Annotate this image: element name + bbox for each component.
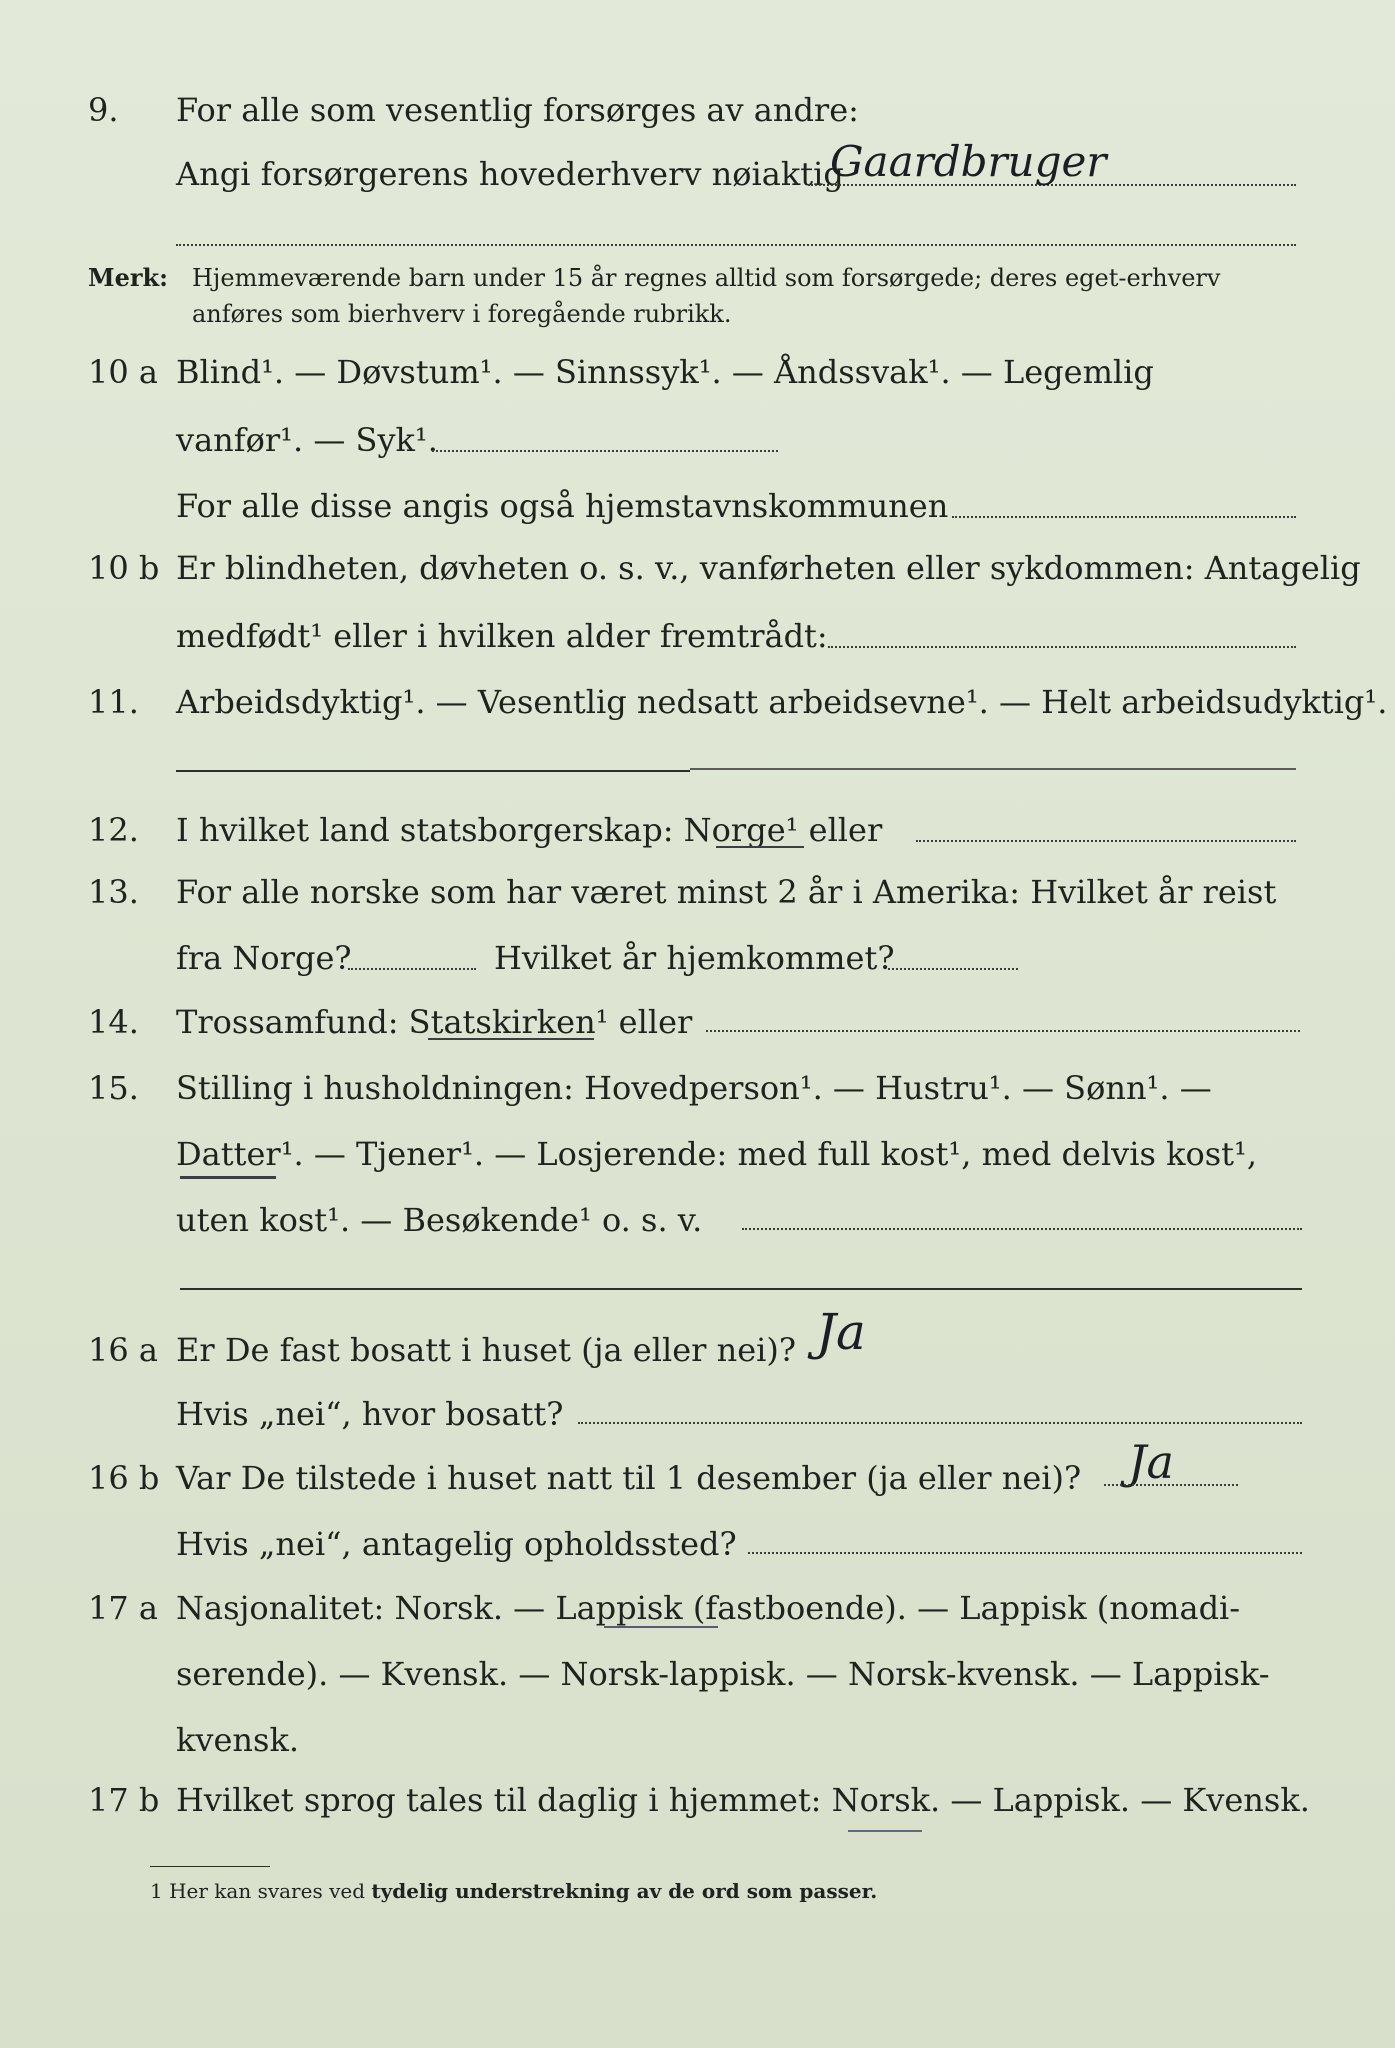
q16a-answer-dots (578, 1422, 1302, 1424)
q16b-text-1: Var De tilstede i huset natt til 1 desember (ja eller nei)? (176, 1459, 1082, 1497)
q17a-text-3: kvensk. (176, 1721, 299, 1759)
q10b-text-2: medfødt¹ eller i hvilken alder fremtrådt: (176, 617, 828, 655)
q17b-number: 17 b (88, 1781, 160, 1819)
q13-text-2b: Hvilket år hjemkommet? (494, 939, 895, 977)
q9-line2 (0, 148, 1395, 200)
q16a-number: 16 a (88, 1331, 158, 1369)
q10a-line1 (0, 346, 1395, 398)
q16b-line2 (0, 1518, 1395, 1570)
q16b-answer-dots (1104, 1484, 1238, 1486)
q13-number: 13. (88, 873, 139, 911)
q12-answer-dots (916, 840, 1296, 842)
q11-line1 (0, 676, 1395, 728)
q13-line2 (0, 932, 1395, 984)
q15-text-2: Datter¹. — Tjener¹. — Losjerende: med full kost¹, med delvis kost¹, (176, 1135, 1258, 1173)
footnote-mark: 1 (150, 1879, 163, 1903)
q15-rule (180, 1288, 1302, 1290)
q15-line2 (0, 1128, 1395, 1180)
q17a-line2 (0, 1648, 1395, 1700)
q12-line1 (0, 804, 1395, 856)
footnote-rule (150, 1866, 270, 1867)
merk-line2 (0, 298, 1395, 330)
q17a-line3 (0, 1714, 1395, 1766)
q11-number: 11. (88, 683, 139, 721)
q16a-handwritten-answer: Ja (816, 1303, 866, 1361)
merk-line1 (0, 262, 1395, 294)
q15-number: 15. (88, 1069, 139, 1107)
merk-label: Merk: (88, 263, 168, 292)
q11-text-1: Arbeidsdyktig¹. — Vesentlig nedsatt arbeidsevne¹. — Helt arbeidsudyktig¹. (176, 683, 1388, 721)
q10a-line3 (0, 480, 1395, 532)
q9-number: 9. (88, 91, 119, 129)
q13-hjemkommet-dots (888, 968, 1018, 970)
footnote-text-b: tydelig understrekning av de ord som passer. (371, 1879, 878, 1903)
q17b-norsk-underline (848, 1830, 922, 1832)
q10b-answer-dots (828, 646, 1296, 648)
q10b-line2 (0, 610, 1395, 662)
q12-text-1: I hvilket land statsborgerskap: Norge¹ eller (176, 811, 883, 849)
q16a-line2 (0, 1388, 1395, 1440)
merk-text-1: Hjemmeværende barn under 15 år regnes alltid som forsørgede; deres eget-erhverv (192, 264, 1221, 292)
q13-text-1: For alle norske som har været minst 2 år i Amerika: Hvilket år reist (176, 873, 1277, 911)
q13-reist-dots (348, 968, 476, 970)
q17a-number: 17 a (88, 1589, 158, 1627)
q9-line1 (0, 84, 1395, 136)
q13-text-2a: fra Norge? (176, 939, 352, 977)
q14-statskirken-underline (428, 1038, 594, 1040)
q10b-number: 10 b (88, 549, 160, 587)
q15-line1 (0, 1062, 1395, 1114)
q10a-line2 (0, 414, 1395, 466)
q10a-text-2: vanfør¹. — Syk¹. (176, 421, 438, 459)
merk-text-2: anføres som bierhverv i foregående rubrikk. (192, 300, 732, 328)
q13-line1 (0, 866, 1395, 918)
q10a-text-3: For alle disse angis også hjemstavnskommunen (176, 487, 949, 525)
q17b-text-1: Hvilket sprog tales til daglig i hjemmet: Norsk. — Lappisk. — Kvensk. (176, 1781, 1310, 1819)
q15-text-3: uten kost¹. — Besøkende¹ o. s. v. (176, 1201, 703, 1239)
q17a-text-2: serende). — Kvensk. — Norsk-lappisk. — Norsk-kvensk. — Lappisk- (176, 1655, 1270, 1693)
q15-datter-underline (180, 1176, 276, 1179)
q11-rule-left (176, 770, 690, 772)
q9-handwritten-answer: Gaardbruger (830, 137, 1107, 186)
q9-text-1: For alle som vesentlig forsørges av andre: (176, 91, 859, 129)
q10a-number: 10 a (88, 353, 158, 391)
q11-rule-right (690, 768, 1296, 770)
q16b-opholdssted-dots (748, 1552, 1302, 1554)
q16a-text-1: Er De fast bosatt i huset (ja eller nei)? (176, 1331, 797, 1369)
q17b-line1 (0, 1774, 1395, 1826)
q9-extra-dots (176, 244, 1296, 246)
footnote-text-a: Her kan svares ved (169, 1879, 366, 1903)
q15-text-1: Stilling i husholdningen: Hovedperson¹. — Hustru¹. — Sønn¹. — (176, 1069, 1212, 1107)
q14-line1 (0, 996, 1395, 1048)
q16b-line1 (0, 1452, 1395, 1504)
q10b-text-1: Er blindheten, døvheten o. s. v., vanførheten eller sykdommen: Antagelig (176, 549, 1361, 587)
q17a-lappisk-underline (604, 1626, 718, 1628)
q14-number: 14. (88, 1003, 139, 1041)
q10a-syk-dots (432, 450, 778, 452)
q16b-text-2: Hvis „nei“, antagelig opholdssted? (176, 1525, 737, 1563)
q16b-handwritten-answer: Ja (1128, 1435, 1174, 1489)
q16b-number: 16 b (88, 1459, 160, 1497)
q17a-text-1: Nasjonalitet: Norsk. — Lappisk (fastboende). — Lappisk (nomadi- (176, 1589, 1241, 1627)
q9-text-2: Angi forsørgerens hovederhverv nøiaktig (176, 155, 844, 193)
q16a-text-2: Hvis „nei“, hvor bosatt? (176, 1395, 564, 1433)
q10b-line1 (0, 542, 1395, 594)
footnote (150, 1876, 877, 1906)
q12-number: 12. (88, 811, 139, 849)
q15-answer-dots (742, 1228, 1302, 1230)
q16a-line1 (0, 1324, 1395, 1376)
q12-norge-underline (716, 846, 804, 848)
q14-answer-dots (706, 1030, 1300, 1032)
q15-line3 (0, 1194, 1395, 1246)
q10a-hjemstavn-dots (952, 516, 1296, 518)
q10a-text-1: Blind¹. — Døvstum¹. — Sinnssyk¹. — Åndssvak¹. — Legemlig (176, 353, 1154, 391)
q14-text-1: Trossamfund: Statskirken¹ eller (176, 1003, 693, 1041)
